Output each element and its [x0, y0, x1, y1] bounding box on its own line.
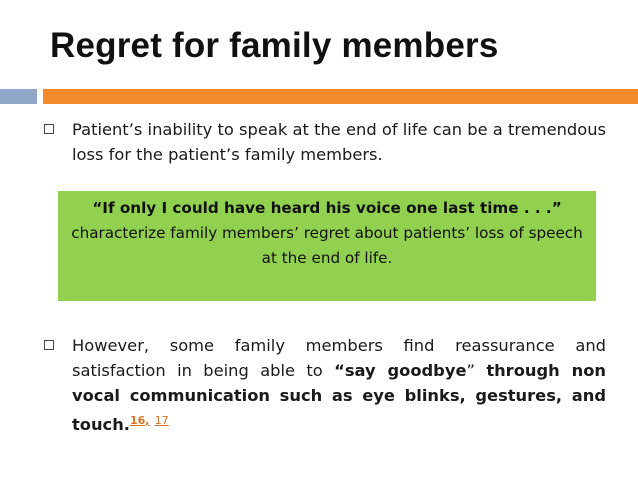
title-accent-bar-blue	[0, 89, 37, 104]
bullet-square-icon	[44, 340, 54, 350]
title-accent-bar-orange	[43, 89, 638, 104]
citation-link-16[interactable]: 16,	[130, 414, 150, 427]
quote-box	[58, 191, 596, 301]
bullet-2-text-a: However, some family members find reassurance and satisfaction in being able to	[72, 336, 606, 380]
bullet-text-1: Patient’s inability to speak at the end of life can be a tremendous loss for the patient’s family members.	[72, 120, 606, 164]
slide-title: Regret for family members	[50, 26, 499, 65]
citation-link-17[interactable]: 17	[154, 414, 169, 427]
bullet-2-say-goodbye: “say goodbye	[334, 361, 467, 380]
quote-text: “If only I could have heard his voice one last time . . .”	[92, 199, 562, 217]
quote-description: characterize family members’ regret about patients’ loss of speech at the end of life.	[71, 224, 583, 267]
bullet-square-icon	[44, 124, 54, 134]
bullet-text-2	[72, 333, 606, 437]
bullet-2-text-d: through non vocal communication such as eye blinks, gestures, and touch.	[72, 361, 606, 434]
bullet-2-quote-close: ”	[466, 361, 487, 380]
